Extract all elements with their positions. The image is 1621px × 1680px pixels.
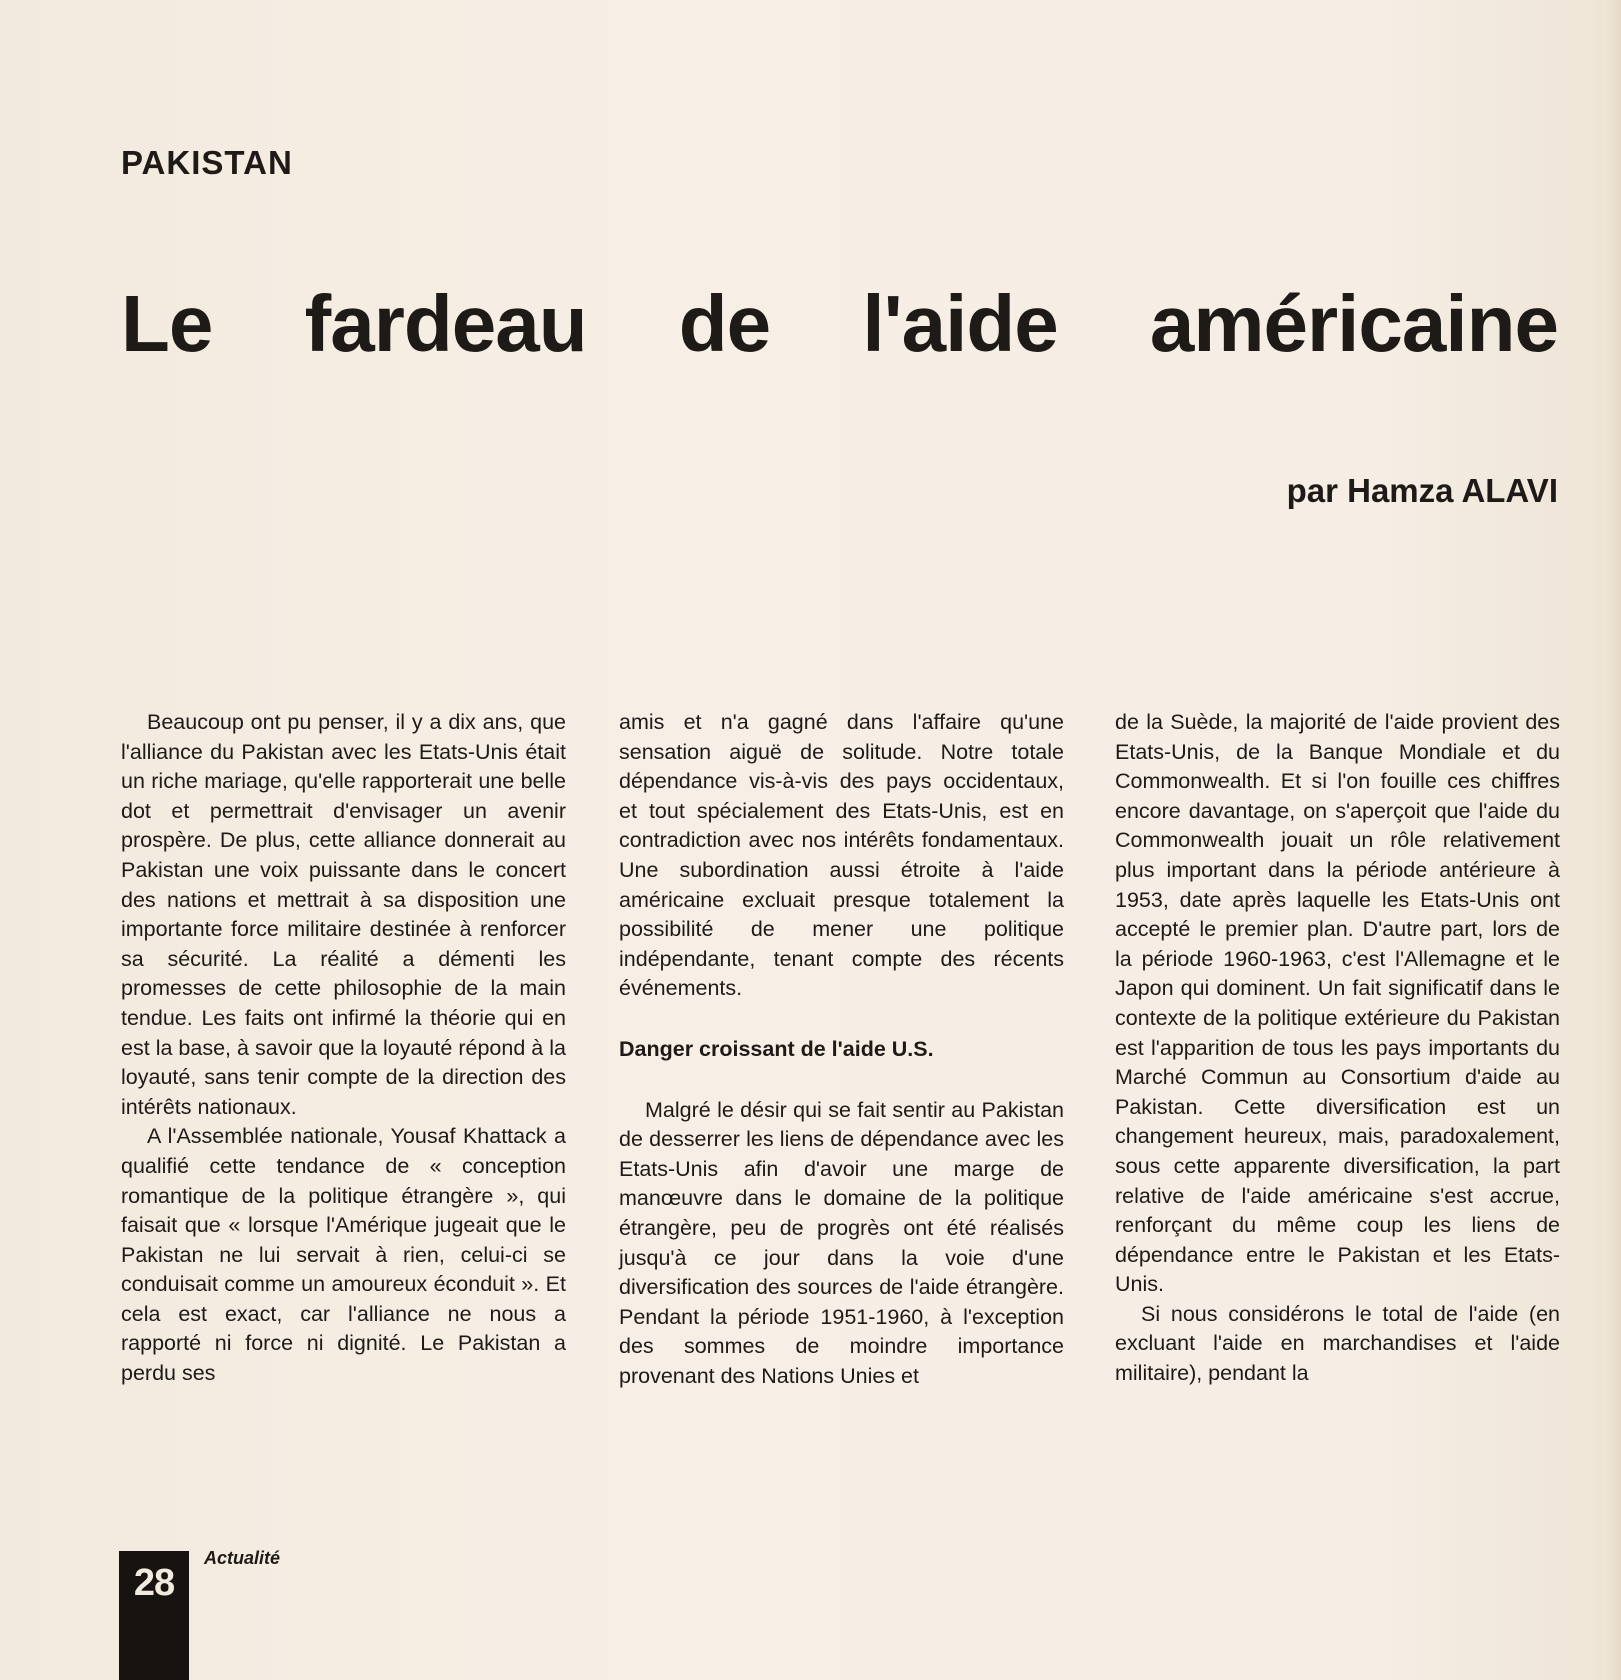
title-word: l'aide bbox=[862, 279, 1058, 368]
text-column-2 bbox=[619, 708, 1064, 1391]
paragraph: Malgré le désir qui se fait sentir au Pakistan de desserrer les liens de dépendance avec les Etats-Unis afin d'avoir une marge de manœuvre dans le domaine de la politique étrangère, peu de progrès ont été réalisés jusqu'à ce jour dans la voie d'une diversification des sources de l'aide étrangère. Pendant la période 1951-1960, à l'exception des sommes de moindre importance provenant des Nations Unies et bbox=[619, 1097, 1064, 1388]
byline: par Hamza ALAVI bbox=[1286, 472, 1558, 509]
paragraph: Beaucoup ont pu penser, il y a dix ans, que l'alliance du Pakistan avec les Etats-Unis était un riche mariage, qu'elle rapporterait une belle dot et permettrait d'envisager un avenir prospère. De plus, cette alliance donnerait au Pakistan une voix puissante dans le concert des nations et mettrait à sa disposition une importante force militaire destinée à renforcer sa sécurité. La réalité a démenti les promesses de cette philosophie de la main tendue. Les faits ont infirmé la théorie qui en est la base, à savoir que la loyauté répond à la loyauté, sans tenir compte de la direction des intérêts nationaux. bbox=[121, 710, 566, 1119]
paragraph: Si nous considérons le total de l'aide (en excluant l'aide en marchandises et l'aide militaire), pendant la bbox=[1115, 1301, 1560, 1386]
title-word: américaine bbox=[1149, 279, 1558, 368]
section-subheading: Danger croissant de l'aide U.S. bbox=[619, 1036, 934, 1061]
paragraph: amis et n'a gagné dans l'affaire qu'une sensation aiguë de solitude. Notre totale dépendance vis-à-vis des pays occidentaux, et tout spécialement des Etats-Unis, est en contradiction avec nos intérêts fondamentaux. Une subordination aussi étroite à l'aide américaine excluait presque totalement la possibilité de mener une politique indépendante, tenant compte des récents événements. bbox=[619, 710, 1064, 1001]
page-number: 28 bbox=[133, 1562, 175, 1604]
title-word: Le bbox=[121, 279, 213, 368]
title-word: fardeau bbox=[304, 279, 587, 368]
article-title bbox=[121, 279, 1558, 368]
page-edge bbox=[1603, 0, 1621, 1680]
section-label: PAKISTAN bbox=[121, 144, 293, 181]
publication-name: Actualité bbox=[204, 1548, 281, 1568]
title-word: de bbox=[678, 279, 771, 368]
paragraph: A l'Assemblée nationale, Yousaf Khattack a qualifié cette tendance de « conception romantique de la politique étrangère », qui faisait que « lorsque l'Amérique jugeait que le Pakistan ne lui servait à rien, celui-ci se conduisait comme un amoureux éconduit ». Et cela est exact, car l'alliance ne nous a rapporté ni force ni dignité. Le Pakistan a perdu ses bbox=[121, 1124, 566, 1386]
text-column-3 bbox=[1115, 708, 1560, 1389]
paragraph: de la Suède, la majorité de l'aide provient des Etats-Unis, de la Banque Mondiale et du Commonwealth. Et si l'on fouille ces chiffres encore davantage, on s'aperçoit que l'aide du Commonwealth jouait un rôle relativement plus important dans la période antérieure à 1953, date après laquelle les Etats-Unis ont accepté le premier plan. D'autre part, lors de la période 1960-1963, c'est l'Allemagne et le Japon qui dominent. Un fait significatif dans le contexte de la politique extérieure du Pakistan est l'apparition de tous les pays importants du Marché Commun au Consortium d'aide au Pakistan. Cette diversification est un changement heureux, mais, paradoxalement, sous cette apparente diversification, la part relative de l'aide américaine s'est accrue, renforçant du même coup les liens de dépendance entre le Pakistan et les Etats-Unis. bbox=[1115, 710, 1560, 1297]
text-column-1 bbox=[121, 708, 566, 1389]
